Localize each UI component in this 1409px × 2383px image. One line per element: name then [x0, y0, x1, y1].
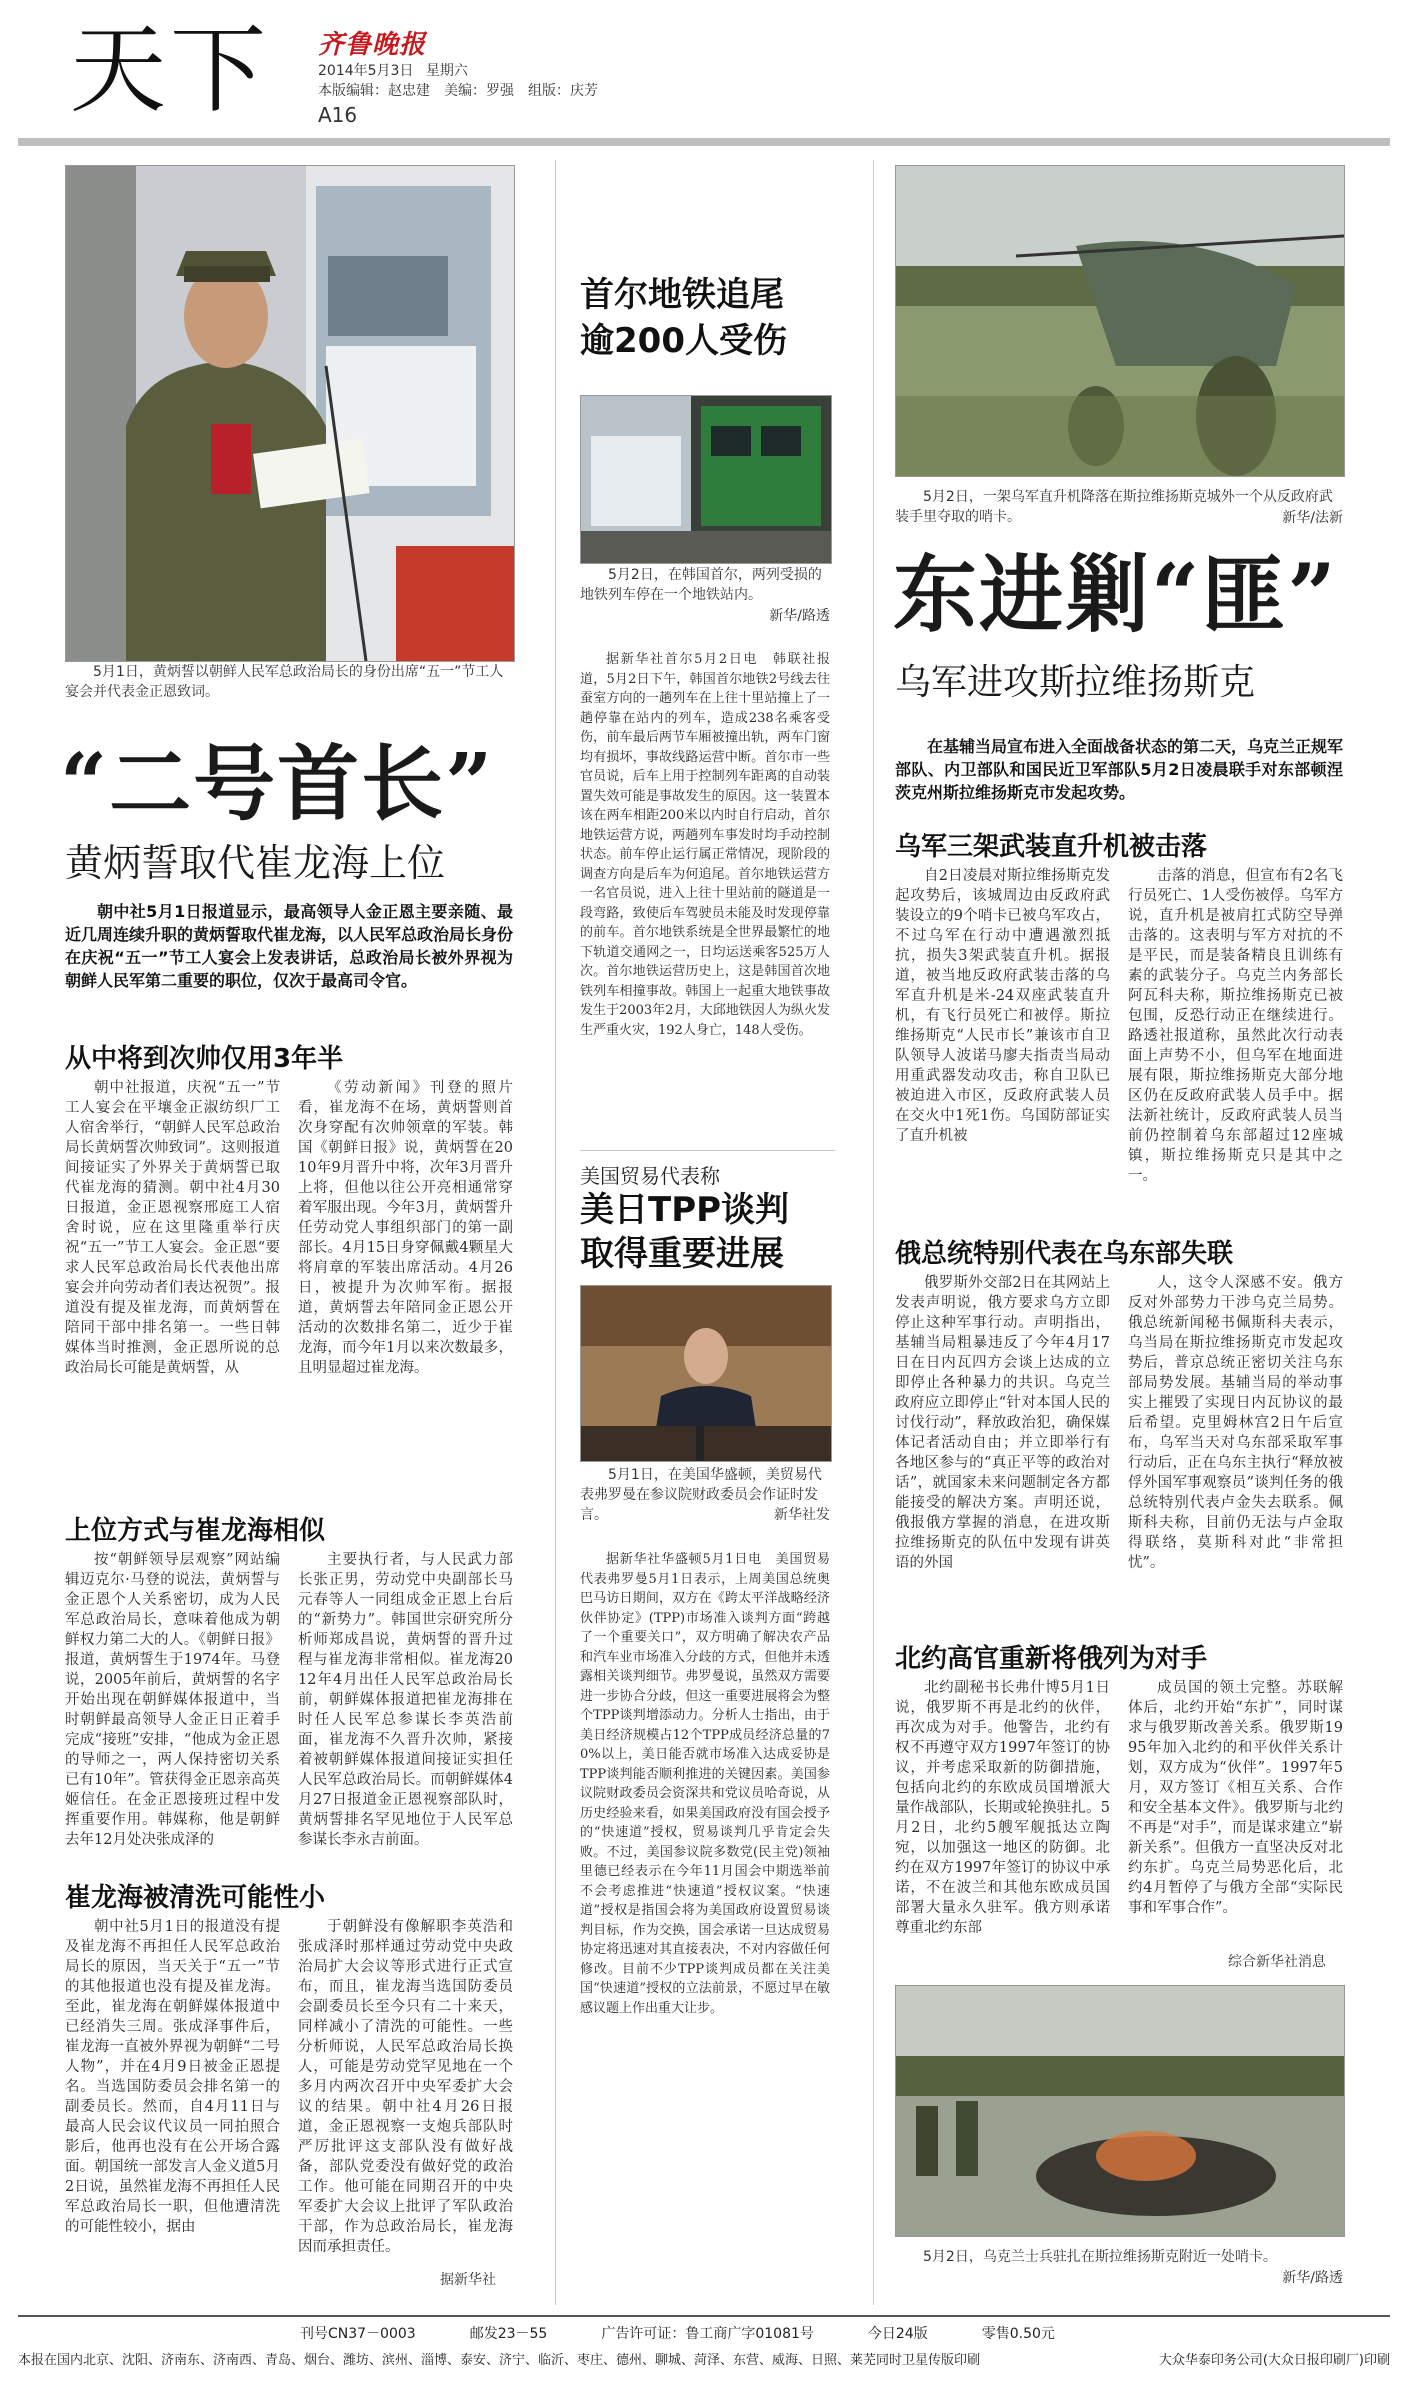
photo-credit: 新华/路透: [1282, 2270, 1343, 2286]
staff-line: 本版编辑：赵忠建 美编：罗强 组版：庆芳: [318, 83, 598, 99]
photo-helicopter-checkpoint-illustration: [896, 166, 1344, 476]
column-divider: [555, 160, 556, 2305]
photo-caption: 5月1日，在美国华盛顿，美贸易代表弗罗曼在参议院财政委员会作证时发言。: [580, 1467, 822, 1523]
paper-name-logo: 齐鲁晚报: [318, 30, 427, 60]
footer-item: 广告许可证：鲁工商广字01081号: [601, 2326, 814, 2342]
story-title: [580, 272, 787, 364]
section-title: 崔龙海被清洗可能性小: [65, 1883, 326, 1913]
photo-hwang-speech: [65, 165, 515, 662]
footer-printer: 大众华泰印务公司(大众日报印刷厂)印刷: [1158, 2353, 1390, 2368]
footer-rule: [18, 2315, 1390, 2317]
source-credit: 据新华社: [440, 2272, 496, 2288]
article-column: 按“朝鲜领导层观察”网站编辑迈克尔·马登的说法，黄炳誓与金正恩个人关系密切，成为人民军总政治局长，意味着他成为朝鲜权力第二大的人。《朝鲜日报》报道，黄炳誓生于1974年。马登说，2005年前后，黄炳誓的名字开始出现在朝鲜媒体报道中，当时朝鲜最高领导人金正日正着手完成“接班”安排，“他成为金正恩的导师之一，两人保持密切关系已有10年”。管获得金正恩亲高英姬信任。在金正恩接班过程中发挥重要作用。韩媒称，他是朝鲜去年12月处决张成泽的: [65, 1552, 280, 1848]
article-column: 《劳动新闻》刊登的照片看，崔龙海不在场，黄炳誓则首次身穿配有次帅领章的军装。韩国《朝鲜日报》说，黄炳誓在2010年9月晋升中将，次年3月晋升上将，但他以往公开亮相通常穿着军服出现。今年3月，黄炳誓升任劳动党人事组织部门的第一副部长。4月15日身穿佩戴4颗星大将肩章的军装出席活动。4月26日，被提升为次帅军衔。据报道，黄炳誓去年陪同金正恩公开活动的次数排名第二，近少于崔龙海，而今年1月以来次数最多，且明显超过崔龙海。: [298, 1080, 513, 1376]
article-column: 朝中社报道，庆祝“五一”节工人宴会在平壤金正淑纺织厂工人宿舍举行，“朝鲜人民军总政治局长黄炳誓次帅致词”。这则报道间接证实了外界关于黄炳誓已取代崔龙海的猜测。朝中社4月30日报道，金正恩视察邢庭工人宿舍时说，应在这里隆重举行庆祝“五一”节工人宴会。金正恩“要求人民军总政治局长代表他出席宴会并向劳动者们表达祝贺”。报道没有提及崔龙海，而黄炳誓在陪同干部中排名第一。一些日韩媒体当时推测，金正恩所说的总政治局长可能是黄炳誓，从: [65, 1080, 280, 1376]
date: 2014年5月3日: [318, 63, 414, 79]
article-column: 朝中社5月1日的报道没有提及崔龙海不再担任人民军总政治局长的原因，当天关于“五一”节的其他报道也没有提及崔龙海。至此，崔龙海在朝鲜媒体报道中已经消失三周。张成泽事件后，崔龙海一直被外界视为朝鲜“二号人物”，并在4月9日被金正恩提名。当选国防委员会排名第一的副委员长。然而，自4月11日与最高人民会议代议员一同拍照合影后，他再也没有在公开场合露面。朝国统一部发言人金义道5月2日说，虽然崔龙海不再担任人民军总政治局长一职，但他遭清洗的可能性较小，据由: [65, 1919, 280, 2235]
photo-credit: 新华社发: [774, 1507, 830, 1523]
photo-credit: 新华/法新: [1282, 510, 1343, 526]
masthead-rule: [18, 138, 1390, 146]
section-title: 俄总统特别代表在乌东部失联: [895, 1239, 1234, 1269]
photo-helicopter-checkpoint: [895, 165, 1345, 477]
lead-paragraph: 在基辅当局宣布进入全面战备状态的第二天，乌克兰正规军部队、内卫部队和国民近卫军部队5月2日凌晨联手对东部顿涅茨克州斯拉维扬斯克市发起攻势。: [895, 737, 1344, 802]
photo-caption: 5月2日，乌克兰士兵驻扎在斯拉维扬斯克附近一处哨卡。: [923, 2249, 1277, 2265]
footer-print-sites: 本报在国内北京、沈阳、济南东、济南西、青岛、烟台、潍坊、滨州、淄博、泰安、济宁、临沂、枣庄、德州、聊城、菏泽、东营、威海、日照、莱芜同时卫星传版印刷: [18, 2353, 981, 2368]
article-column: 主要执行者，与人民武力部长张正男，劳动党中央副部长马元春等人一同组成金正恩上台后的“新势力”。韩国世宗研究所分析师郑成昌说，黄炳誓的晋升过程与崔龙海非常相似。崔龙海2012年4月出任人民军总政治局长前，朝鲜媒体报道把崔龙海排在时任人民军总参谋长李英浩前面，崔龙海不久晋升次帅，紧接着被朝鲜媒体报道间接证实担任人民军总政治局长。而朝鲜媒体4月27日报道金正恩视察部队时，黄炳誓排名罕见地位于人民军总参谋长李永吉前面。: [298, 1552, 513, 1848]
article-column: 击落的消息，但宣布有2名飞行员死亡、1人受伤被俘。乌军方说，直升机是被肩扛式防空导弹击落的。这表明与军方对抗的不是平民，而是装备精良且训练有素的武装分子。乌克兰内务部长阿瓦科夫称，斯拉维扬斯克已被包围，反恐行动正在继续进行。路透社报道称，虽然此次行动表面上声势不小，但乌军在地面进展有限，斯拉维扬斯克大部分地区仍在反政府武装人员手中。据法新社统计，反政府武装人员当前仍控制着乌东部超过12座城镇，斯拉维扬斯克只是其中之一。: [1128, 868, 1343, 1184]
lead-paragraph: 朝中社5月1日报道显示，最高领导人金正恩主要亲随、最近几周连续升职的黄炳誓取代崔龙海，以人民军总政治局长身份在庆祝“五一”节工人宴会上发表讲话，总政治局长被外界视为朝鲜人民军第二重要的职位，仅次于最高司令官。: [65, 902, 514, 990]
article-column: 于朝鲜没有像解职李英浩和张成泽时那样通过劳动党中央政治局扩大会议等形式进行正式宣布，而且，崔龙海当选国防委员会副委员长至今只有二十来天，同样减小了清洗的可能性。一些分析师说，人民军总政治局长换人，可能是劳动党罕见地在一个多月内两次召开中央军委扩大会议的结果。朝中社4月26日报道，金正恩视察一支炮兵部队时严厉批评这支部队没有做好战备，部队党委没有做好党的政治工作。他可能在同期召开的中央军委扩大会议上批评了军队政治干部，作为总政治局长，崔龙海因而承担责任。: [298, 1919, 513, 2255]
photo-caption: 5月2日，一架乌军直升机降落在斯拉维扬斯克城外一个从反政府武装手里夺取的哨卡。: [895, 489, 1333, 525]
photo-subway-trains-illustration: [581, 396, 831, 563]
story-title-line: 首尔地铁追尾: [580, 275, 784, 315]
photo-subway-trains: [580, 395, 832, 564]
footer-item: 刊号CN37－0003: [300, 2326, 416, 2342]
subheadline: 黄炳誓取代崔龙海上位: [65, 841, 446, 885]
date-line: [318, 60, 468, 80]
story-title-line: 取得重要进展: [580, 1234, 784, 1274]
photo-credit: 新华/路透: [769, 608, 830, 624]
article-column: 俄罗斯外交部2日在其网站上发表声明说，俄方要求乌方立即停止这种军事行动。声明指出，基辅当局粗暴违反了今年4月17日在日内瓦四方会谈上达成的立即停止各种暴力的共识。乌克兰政府应立即停止“针对本国人民的讨伐行动”，释放政治犯，确保媒体记者活动自由；并立即举行有各地区参与的“真正平等的政治对话”，就国家未来问题制定各方都能接受的解决方案。声明还说，俄报俄方掌握的消息，在进攻斯拉维扬斯克的队伍中发现有讲英语的外国: [895, 1275, 1110, 1571]
article-column: 北约副秘书长弗什博5月1日说，俄罗斯不再是北约的伙伴，再次成为对手。他警告，北约有权不再遵守双方1997年签订的协议，并考虑采取新的防御措施，包括向北约的东欧成员国增派大量作战部队，长期或轮换驻扎。5月2日，北约5艘军舰抵达立陶宛，以加强这一地区的防御。北约在双方1997年签订的协议中承诺，不在波兰和其他东欧成员国部署大量永久驻军。俄方则承诺尊重北约东部: [895, 1680, 1110, 1936]
page-number: A16: [318, 103, 358, 127]
story-title-line: 逾200人受伤: [580, 321, 787, 361]
weekday: 星期六: [425, 63, 468, 79]
section-title: 北约高官重新将俄列为对手: [895, 1644, 1208, 1674]
footer-line-1: [300, 2323, 1300, 2343]
photo-soldiers-checkpoint-illustration: [896, 1986, 1344, 2236]
story-title: [580, 1188, 789, 1276]
headline: 东进剿“匪”: [893, 545, 1338, 644]
photo-caption: 5月2日，在韩国首尔，两列受损的地铁列车停在一个地铁站内。: [580, 567, 822, 603]
section-title: 乌军三架武装直升机被击落: [895, 832, 1208, 862]
story-title-line: 美日TPP谈判: [580, 1190, 790, 1230]
footer-item: 零售0.50元: [981, 2326, 1055, 2342]
footer-item: 今日24版: [867, 2326, 928, 2342]
source-credit: 综合新华社消息: [1228, 1954, 1326, 1970]
article-column: 成员国的领土完整。苏联解体后，北约开始“东扩”，同时谋求与俄罗斯改善关系。俄罗斯1995年加入北约的和平伙伴关系计划，双方成为“伙伴”。1997年5月，双方签订《相互关系、合作和安全基本文件》。俄罗斯与北约不再是“对手”，而是谋求建立“崭新关系”。但俄方一直坚决反对北约东扩。乌克兰局势恶化后，北约4月暂停了与俄方全部“实际民事和军事合作”。: [1128, 1680, 1343, 1916]
article-column: 自2日凌晨对斯拉维扬斯克发起攻势后，该城周边由反政府武装设立的9个哨卡已被乌军攻占，不过乌军在行动中遭遇激烈抵抗，损失3架武装直升机。据报道，被当地反政府武装击落的乌军直升机是米-24双座武装直升机，有飞行员死亡和被俘。斯拉维扬斯克“人民市长”兼该市自卫队领导人波诺马廖夫指责当局动用重武器发动攻击，称自卫队已被迫进入市区，反政府武装人员在交火中1死1伤。乌国防部证实了直升机被: [895, 868, 1110, 1144]
section-title: 天下: [70, 14, 270, 126]
story-kicker: 美国贸易代表称: [580, 1164, 720, 1188]
photo-hwang-speech-illustration: [66, 166, 514, 661]
story-divider: [580, 1150, 835, 1151]
section-title: 从中将到次帅仅用3年半: [65, 1044, 344, 1074]
photo-froman-testimony: [580, 1285, 832, 1462]
footer-item: 邮发23－55: [469, 2326, 548, 2342]
photo-soldiers-checkpoint: [895, 1985, 1345, 2237]
article-column: 人，这令人深感不安。俄方反对外部势力干涉乌克兰局势。俄总统新闻秘书佩斯科夫表示，乌当局在斯拉维扬斯克市发起攻势后，普京总统正密切关注乌东部局势发展。基辅当局的举动事实上摧毁了实现日内瓦协议的最后希望。克里姆林宫2日午后宣布，乌军当天对乌东部采取军事行动后，正在乌东主执行“释放被俘外国军事观察员”谈判任务的俄总统特别代表卢金失去联系。佩斯科夫称，目前仍无法与卢金取得联络，莫斯科对此“非常担忧”。: [1128, 1275, 1343, 1571]
article-column: 据新华社华盛顿5月1日电 美国贸易代表弗罗曼5月1日表示，上周美国总统奥巴马访日期间，双方在《跨太平洋战略经济伙伴协定》(TPP)市场准入谈判方面“跨越了一个重要关口”，双方明确了解决农产品和汽车业市场准入分歧的方式，但他并未透露相关谈判细节。弗罗曼说，虽然双方需要进一步协合分歧，但这一重要进展将会为整个TPP谈判增添动力。分析人士指出，由于美日经济规模占12个TPP成员经济总量的70%以上，美日能否就市场准入达成妥协是TPP谈判能否顺利推进的关键因素。美国参议院财政委员会资深共和党议员哈奇说，从历史经验来看，如果美国政府没有国会授予的“快速道”授权，贸易谈判几乎肯定会失败。不过，美国参议院多数党(民主党)领袖里德已经表示在今年11月国会中期选举前不会考虑推进“快速道”授权议案。“快速道”授权是指国会将为美国政府设置贸易谈判目标，作为交换，国会承诺一旦达成贸易协定将迅速对其直接表决，不对内容做任何修改。目前不少TPP谈判成员都在关注美国“快速道”授权的立法前景，不愿过早在敏感议题上作出重大让步。: [580, 1552, 830, 2016]
headline: “二号首长”: [60, 736, 495, 832]
photo-froman-testimony-illustration: [581, 1286, 831, 1461]
section-title: 上位方式与崔龙海相似: [65, 1516, 326, 1546]
column-divider: [873, 160, 874, 2305]
photo-caption: 5月1日，黄炳誓以朝鲜人民军总政治局长的身份出席“五一”节工人宴会并代表金正恩致词。: [65, 664, 504, 700]
article-column: 据新华社首尔5月2日电 韩联社报道，5月2日下午，韩国首尔地铁2号线去往蚕室方向的一趟列车在上往十里站撞上了一趟停靠在站内的列车，造成238名乘客受伤，前车最后两节车厢被撞出轨，两车门窗均有损坏，事故线路运营中断。首尔市一些官员说，后车上用于控制列车距离的自动装置失效可能是事故发生的原因。这一装置本该在两车相距200米以内时自行启动，首尔地铁运营方说，两趟列车事发时均手动控制状态。前车停止运行属正常情况，现阶段的调查方向是后车为何追尾。首尔地铁运营方一名官员说，进入上往十里站前的隧道是一段弯路，致使后车驾驶员未能及时发现停靠的前车。首尔地铁系统是全世界最繁忙的地下轨道交通网之一，日均运送乘客525万人次。首尔地铁运营历史上，这是韩国首次地铁列车相撞事故。韩国上一起重大地铁事故发生于2003年2月，大邱地铁因人为纵火发生严重火灾，192人身亡，148人受伤。: [580, 652, 830, 1038]
subheadline: 乌军进攻斯拉维扬斯克: [895, 662, 1256, 703]
